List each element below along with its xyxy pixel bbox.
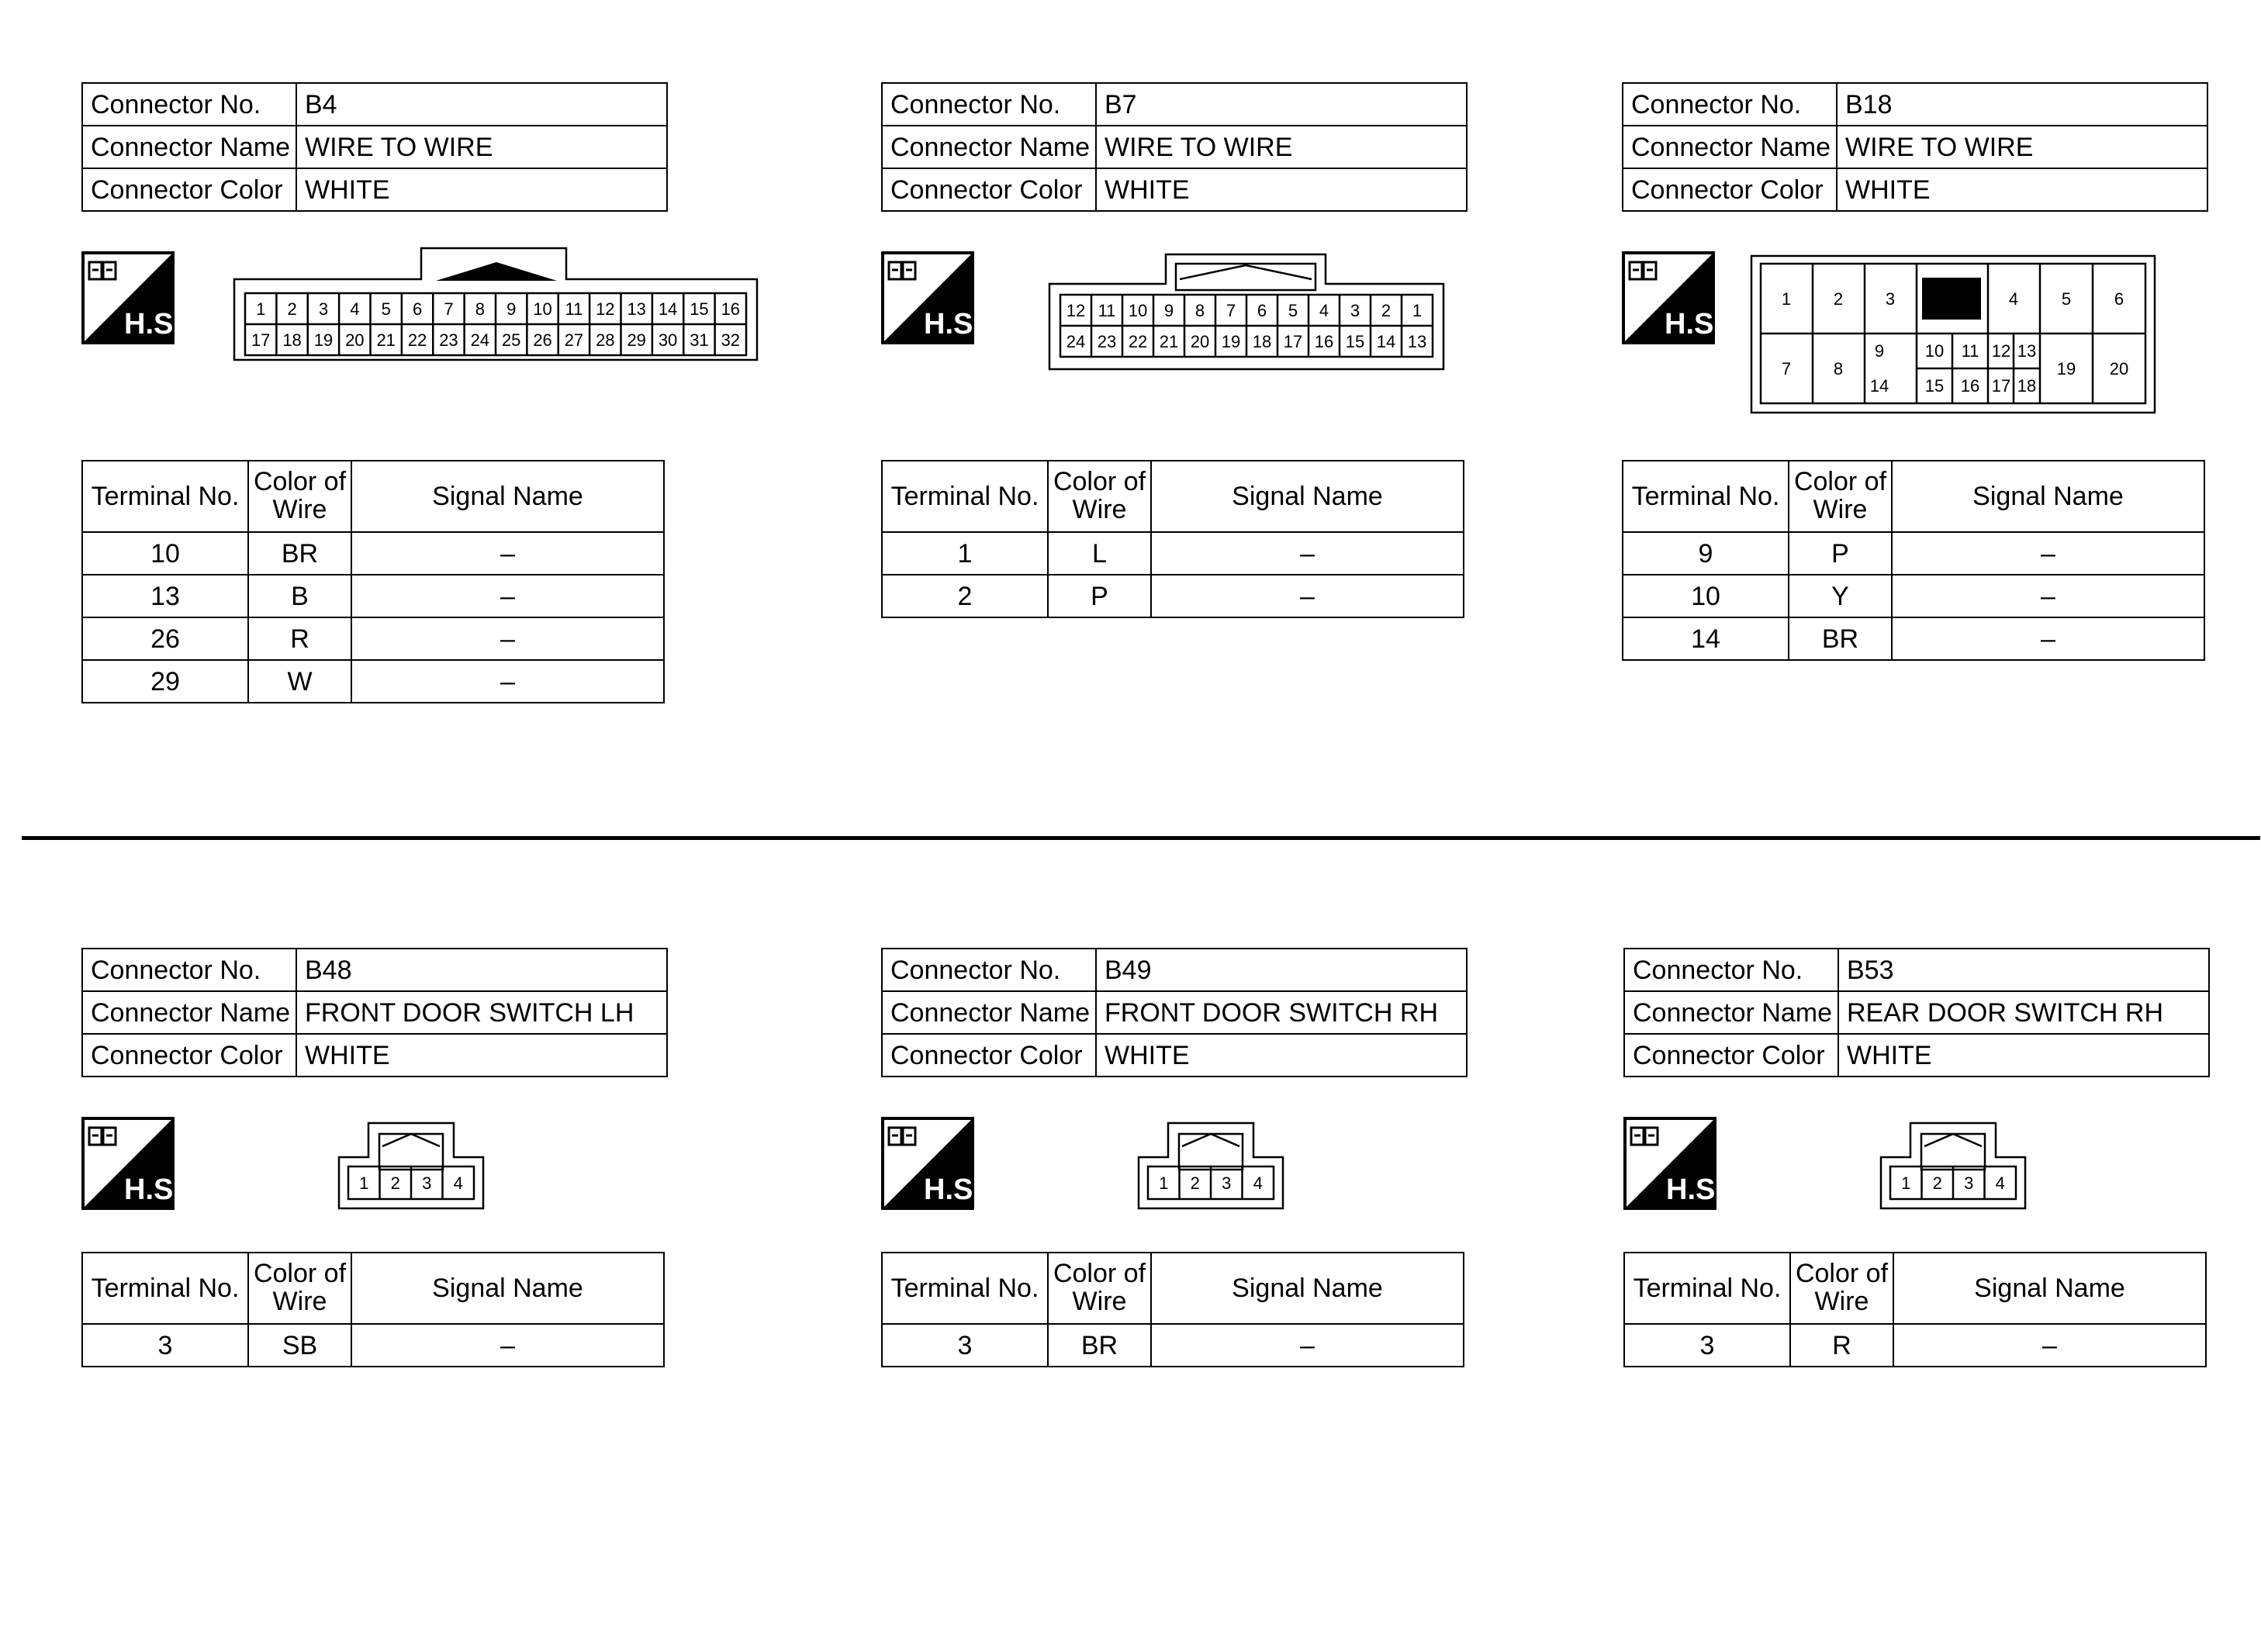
table-row — [882, 575, 1464, 617]
hs-label: H.S. — [924, 1173, 981, 1206]
wire-color-cell: R — [248, 617, 351, 660]
info-value: WHITE — [1837, 168, 2207, 211]
pin-label: 3 — [318, 299, 329, 319]
header-color-of-wire — [248, 1253, 351, 1324]
terminal-no-cell: 3 — [1624, 1324, 1790, 1367]
header-color-of-wire-line1: Color of — [253, 1259, 347, 1289]
pin-label: 6 — [2114, 289, 2124, 309]
pin-label: 19 — [1221, 332, 1241, 351]
wire-color-cell: L — [1048, 532, 1151, 575]
header-terminal-no: Terminal No. — [882, 461, 1048, 532]
terminal-table-header — [882, 1253, 1464, 1324]
pin-label: 7 — [1226, 301, 1236, 320]
pin-label: 29 — [627, 330, 646, 350]
connector-name-row — [882, 991, 1467, 1034]
terminal-no-cell: 26 — [82, 617, 248, 660]
header-signal-name: Signal Name — [1151, 1253, 1464, 1324]
info-value: FRONT DOOR SWITCH RH — [1096, 991, 1467, 1034]
pin-label: 6 — [412, 299, 423, 319]
info-label: Connector Name — [1623, 126, 1837, 168]
terminal-table-header — [882, 461, 1464, 532]
terminal-no-cell: 29 — [82, 660, 248, 703]
connector-info-table — [81, 948, 668, 1077]
pin-label: 2 — [1932, 1173, 1942, 1193]
table-row — [882, 1324, 1464, 1367]
signal-name-cell: – — [1151, 575, 1464, 617]
pin-label: 9 — [1874, 341, 1885, 361]
signal-name-cell: – — [351, 575, 664, 617]
connector-color-row — [82, 168, 667, 211]
pin-label: 4 — [1319, 301, 1329, 320]
hs-label: H.S. — [1665, 308, 1722, 340]
table-row — [1624, 1324, 2206, 1367]
table-row — [82, 532, 664, 575]
info-value: WHITE — [296, 168, 667, 211]
pin-label: 17 — [1991, 376, 2011, 396]
pin-label: 1 — [1781, 289, 1792, 309]
connector-info-table — [1622, 82, 2208, 212]
terminal-table — [1623, 1252, 2207, 1367]
pin-label: 32 — [721, 330, 741, 350]
pin-label: 4 — [350, 299, 360, 319]
pin-label: 17 — [251, 330, 271, 350]
pin-label: 12 — [1066, 301, 1086, 320]
pin-label: 8 — [1194, 301, 1205, 320]
connector-block — [881, 82, 1471, 780]
wire-color-cell: BR — [248, 532, 351, 575]
info-value: B49 — [1096, 949, 1467, 991]
pin-label: 25 — [501, 330, 521, 350]
pin-label: 3 — [1964, 1173, 1974, 1193]
header-color-of-wire — [1048, 1253, 1151, 1324]
connector-block — [81, 948, 671, 1646]
info-label: Connector Color — [82, 168, 296, 211]
terminal-no-cell: 1 — [882, 532, 1048, 575]
header-terminal-no: Terminal No. — [882, 1253, 1048, 1324]
signal-name-cell: – — [351, 532, 664, 575]
info-value: FRONT DOOR SWITCH LH — [296, 991, 667, 1034]
pin-label: 19 — [2056, 359, 2076, 378]
info-value: REAR DOOR SWITCH RH — [1838, 991, 2209, 1034]
header-color-of-wire-line2: Wire — [1072, 495, 1127, 524]
connector-block — [1622, 82, 2211, 780]
pin-label: 18 — [282, 330, 302, 350]
hs-label: H.S. — [124, 1173, 182, 1206]
table-row — [882, 532, 1464, 575]
connector-no-row — [882, 83, 1467, 126]
hs-harness-side-icon — [1622, 251, 1722, 344]
info-value: WHITE — [1096, 168, 1467, 211]
wire-color-cell: BR — [1048, 1324, 1151, 1367]
header-color-of-wire-line2: Wire — [1814, 1287, 1869, 1316]
header-color-of-wire-line1: Color of — [1053, 467, 1146, 497]
header-terminal-no: Terminal No. — [82, 1253, 248, 1324]
pin-label: 5 — [2061, 289, 2072, 309]
pin-label: 13 — [627, 299, 646, 319]
wire-color-cell: R — [1790, 1324, 1893, 1367]
hs-label: H.S. — [1666, 1173, 1723, 1206]
wire-color-cell: Y — [1789, 575, 1892, 617]
pin-label: 21 — [376, 330, 396, 350]
table-row — [1623, 617, 2204, 660]
pin-label: 1 — [256, 299, 266, 319]
hs-harness-side-icon — [81, 251, 182, 344]
header-terminal-no: Terminal No. — [82, 461, 248, 532]
signal-name-cell: – — [1151, 1324, 1464, 1367]
terminal-table-header — [82, 461, 664, 532]
pin-label: 10 — [1924, 341, 1945, 361]
connector-no-row — [882, 949, 1467, 991]
terminal-table — [881, 1252, 1464, 1367]
header-color-of-wire — [248, 461, 351, 532]
header-color-of-wire-line2: Wire — [1813, 495, 1868, 524]
pin-label: 16 — [1314, 332, 1334, 351]
pin-label: 1 — [359, 1173, 369, 1193]
pin-label: 9 — [1163, 301, 1174, 320]
pin-label: 14 — [1869, 376, 1889, 396]
pin-label: 14 — [1376, 332, 1396, 351]
pin-label: 30 — [658, 330, 678, 350]
pin-label: 1 — [1901, 1173, 1911, 1193]
pin-label: 18 — [2017, 376, 2037, 396]
pin-label: 15 — [1345, 332, 1365, 351]
signal-name-cell: – — [351, 1324, 664, 1367]
header-signal-name: Signal Name — [1892, 461, 2204, 532]
header-color-of-wire-line1: Color of — [1793, 467, 1887, 497]
info-label: Connector Name — [82, 991, 296, 1034]
connector-block — [1623, 948, 2213, 1646]
signal-name-cell: – — [351, 617, 664, 660]
connector-face-diagram — [1137, 1120, 1292, 1213]
pin-label: 2 — [390, 1173, 400, 1193]
signal-name-cell: – — [1893, 1324, 2206, 1367]
pin-label: 5 — [1288, 301, 1298, 320]
pin-label: 11 — [1098, 301, 1116, 320]
pin-label: 13 — [2017, 341, 2037, 361]
info-value: B48 — [296, 949, 667, 991]
pin-label: 26 — [533, 330, 552, 350]
pin-label: 3 — [422, 1173, 432, 1193]
pin-label: 12 — [1991, 341, 2011, 361]
header-signal-name: Signal Name — [1151, 461, 1464, 532]
terminal-no-cell: 9 — [1623, 532, 1789, 575]
header-color-of-wire-line1: Color of — [1053, 1259, 1146, 1289]
terminal-table — [81, 460, 665, 703]
header-color-of-wire — [1790, 1253, 1893, 1324]
info-label: Connector No. — [82, 83, 296, 126]
pin-label: 1 — [1412, 301, 1423, 320]
info-label: Connector Name — [882, 991, 1096, 1034]
connector-face-diagram — [337, 1120, 493, 1213]
info-label: Connector Color — [882, 168, 1096, 211]
info-label: Connector No. — [882, 949, 1096, 991]
connector-name-row — [882, 126, 1467, 168]
connector-color-row — [1623, 168, 2207, 211]
table-row — [82, 660, 664, 703]
pin-label: 19 — [313, 330, 334, 350]
pin-label: 20 — [345, 330, 365, 350]
connector-color-row — [882, 1034, 1467, 1077]
connector-name-row — [82, 991, 667, 1034]
info-label: Connector Color — [1623, 168, 1837, 211]
table-row — [1623, 575, 2204, 617]
header-color-of-wire — [1789, 461, 1892, 532]
pin-label: 16 — [721, 299, 741, 319]
pin-label: 14 — [658, 299, 678, 319]
header-color-of-wire-line1: Color of — [1795, 1259, 1889, 1289]
connector-color-row — [1624, 1034, 2209, 1077]
terminal-no-cell: 10 — [82, 532, 248, 575]
connector-face-diagram — [1750, 254, 2161, 417]
pin-label: 17 — [1283, 332, 1303, 351]
connector-info-table — [881, 82, 1468, 212]
pin-label: 7 — [444, 299, 454, 319]
terminal-table — [1622, 460, 2205, 661]
hs-label: H.S. — [124, 308, 182, 340]
table-row — [1623, 532, 2204, 575]
pin-label: 24 — [1066, 332, 1086, 351]
info-label: Connector Name — [882, 126, 1096, 168]
info-label: Connector Color — [882, 1034, 1096, 1077]
info-value: WIRE TO WIRE — [1837, 126, 2207, 168]
pin-label: 7 — [1781, 359, 1792, 378]
header-terminal-no: Terminal No. — [1624, 1253, 1790, 1324]
info-value: WHITE — [296, 1034, 667, 1077]
terminal-no-cell: 2 — [882, 575, 1048, 617]
wire-color-cell: B — [248, 575, 351, 617]
pin-label: 9 — [506, 299, 517, 319]
info-value: B53 — [1838, 949, 2209, 991]
connector-block — [81, 82, 741, 780]
pin-label: 2 — [1381, 301, 1392, 320]
wire-color-cell: SB — [248, 1324, 351, 1367]
signal-name-cell: – — [351, 660, 664, 703]
connector-face-diagram — [233, 247, 760, 363]
info-value: WHITE — [1096, 1034, 1467, 1077]
header-signal-name: Signal Name — [351, 1253, 664, 1324]
pin-label: 10 — [1128, 301, 1148, 320]
wire-color-cell: P — [1789, 532, 1892, 575]
pin-label: 11 — [1961, 341, 1979, 361]
pin-label: 27 — [564, 330, 584, 350]
connector-no-row — [1623, 83, 2207, 126]
pin-label: 8 — [1833, 359, 1844, 378]
info-value: WIRE TO WIRE — [296, 126, 667, 168]
pin-label: 12 — [596, 299, 615, 319]
header-signal-name: Signal Name — [351, 461, 664, 532]
table-row — [82, 617, 664, 660]
wire-color-cell: W — [248, 660, 351, 703]
terminal-no-cell: 10 — [1623, 575, 1789, 617]
pin-label: 2 — [287, 299, 297, 319]
pin-label: 3 — [1222, 1173, 1232, 1193]
info-value: WHITE — [1838, 1034, 2209, 1077]
pin-label: 4 — [2008, 289, 2019, 309]
info-label: Connector Color — [1624, 1034, 1838, 1077]
connector-name-row — [1623, 126, 2207, 168]
info-value: B4 — [296, 83, 667, 126]
terminal-table — [881, 460, 1464, 618]
pin-label: 15 — [1924, 376, 1945, 396]
pin-label: 15 — [690, 299, 709, 319]
connector-name-row — [1624, 991, 2209, 1034]
table-row — [82, 575, 664, 617]
info-label: Connector No. — [1624, 949, 1838, 991]
connector-face-diagram — [1879, 1120, 2035, 1213]
pin-label: 16 — [1960, 376, 1980, 396]
pin-label: 4 — [1995, 1173, 2005, 1193]
wire-color-cell: P — [1048, 575, 1151, 617]
header-signal-name: Signal Name — [1893, 1253, 2206, 1324]
info-value: B7 — [1096, 83, 1467, 126]
connector-no-row — [82, 83, 667, 126]
info-label: Connector Color — [82, 1034, 296, 1077]
signal-name-cell: – — [1892, 532, 2204, 575]
connector-color-row — [82, 1034, 667, 1077]
connector-face-diagram — [1048, 253, 1451, 377]
pin-label: 3 — [1885, 289, 1896, 309]
info-label: Connector Name — [82, 126, 296, 168]
pin-label: 31 — [690, 330, 709, 350]
pin-label: 8 — [475, 299, 485, 319]
connector-color-row — [882, 168, 1467, 211]
pin-label: 20 — [1190, 332, 1210, 351]
pin-label: 3 — [1350, 301, 1360, 320]
hs-harness-side-icon — [1623, 1117, 1723, 1210]
pin-label: 4 — [453, 1173, 463, 1193]
pin-label: 20 — [2109, 359, 2129, 378]
hs-harness-side-icon — [81, 1117, 182, 1210]
connector-info-table — [1623, 948, 2210, 1077]
blocked-cavity — [1922, 278, 1981, 320]
info-label: Connector Name — [1624, 991, 1838, 1034]
pin-label: 28 — [596, 330, 615, 350]
hs-harness-side-icon — [881, 1117, 981, 1210]
terminal-table — [81, 1252, 665, 1367]
connector-no-row — [82, 949, 667, 991]
terminal-no-cell: 3 — [82, 1324, 248, 1367]
terminal-table-header — [1623, 461, 2204, 532]
header-color-of-wire-line2: Wire — [272, 1287, 327, 1316]
pin-label: 11 — [565, 299, 583, 319]
connector-block — [881, 948, 1471, 1646]
connector-info-table — [81, 82, 668, 212]
pin-label: 23 — [1097, 332, 1117, 351]
info-value: WIRE TO WIRE — [1096, 126, 1467, 168]
terminal-table-header — [1624, 1253, 2206, 1324]
pin-label: 22 — [1128, 332, 1148, 351]
terminal-table-header — [82, 1253, 664, 1324]
hs-harness-side-icon — [881, 251, 981, 344]
pin-label: 22 — [407, 330, 427, 350]
pin-label: 18 — [1252, 332, 1272, 351]
header-color-of-wire-line2: Wire — [1072, 1287, 1127, 1316]
info-label: Connector No. — [82, 949, 296, 991]
signal-name-cell: – — [1151, 532, 1464, 575]
info-label: Connector No. — [1623, 83, 1837, 126]
header-color-of-wire-line2: Wire — [272, 495, 327, 524]
pin-label: 23 — [439, 330, 458, 350]
terminal-no-cell: 3 — [882, 1324, 1048, 1367]
signal-name-cell: – — [1892, 617, 2204, 660]
pin-label: 6 — [1257, 301, 1267, 320]
header-color-of-wire-line1: Color of — [253, 467, 347, 497]
connector-no-row — [1624, 949, 2209, 991]
connector-info-table — [881, 948, 1468, 1077]
terminal-no-cell: 13 — [82, 575, 248, 617]
wire-color-cell: BR — [1789, 617, 1892, 660]
connector-name-row — [82, 126, 667, 168]
pin-label: 2 — [1190, 1173, 1200, 1193]
pin-label: 5 — [381, 299, 391, 319]
pin-label: 21 — [1159, 332, 1179, 351]
pin-label: 24 — [470, 330, 490, 350]
pin-label: 1 — [1159, 1173, 1169, 1193]
hs-label: H.S. — [924, 308, 981, 340]
pin-label: 10 — [533, 299, 552, 319]
pin-label: 4 — [1253, 1173, 1263, 1193]
section-divider — [22, 836, 2260, 840]
table-row — [82, 1324, 664, 1367]
info-label: Connector No. — [882, 83, 1096, 126]
terminal-no-cell: 14 — [1623, 617, 1789, 660]
pin-label: 13 — [1407, 332, 1427, 351]
header-color-of-wire — [1048, 461, 1151, 532]
signal-name-cell: – — [1892, 575, 2204, 617]
info-value: B18 — [1837, 83, 2207, 126]
header-terminal-no: Terminal No. — [1623, 461, 1789, 532]
pin-label: 2 — [1833, 289, 1844, 309]
